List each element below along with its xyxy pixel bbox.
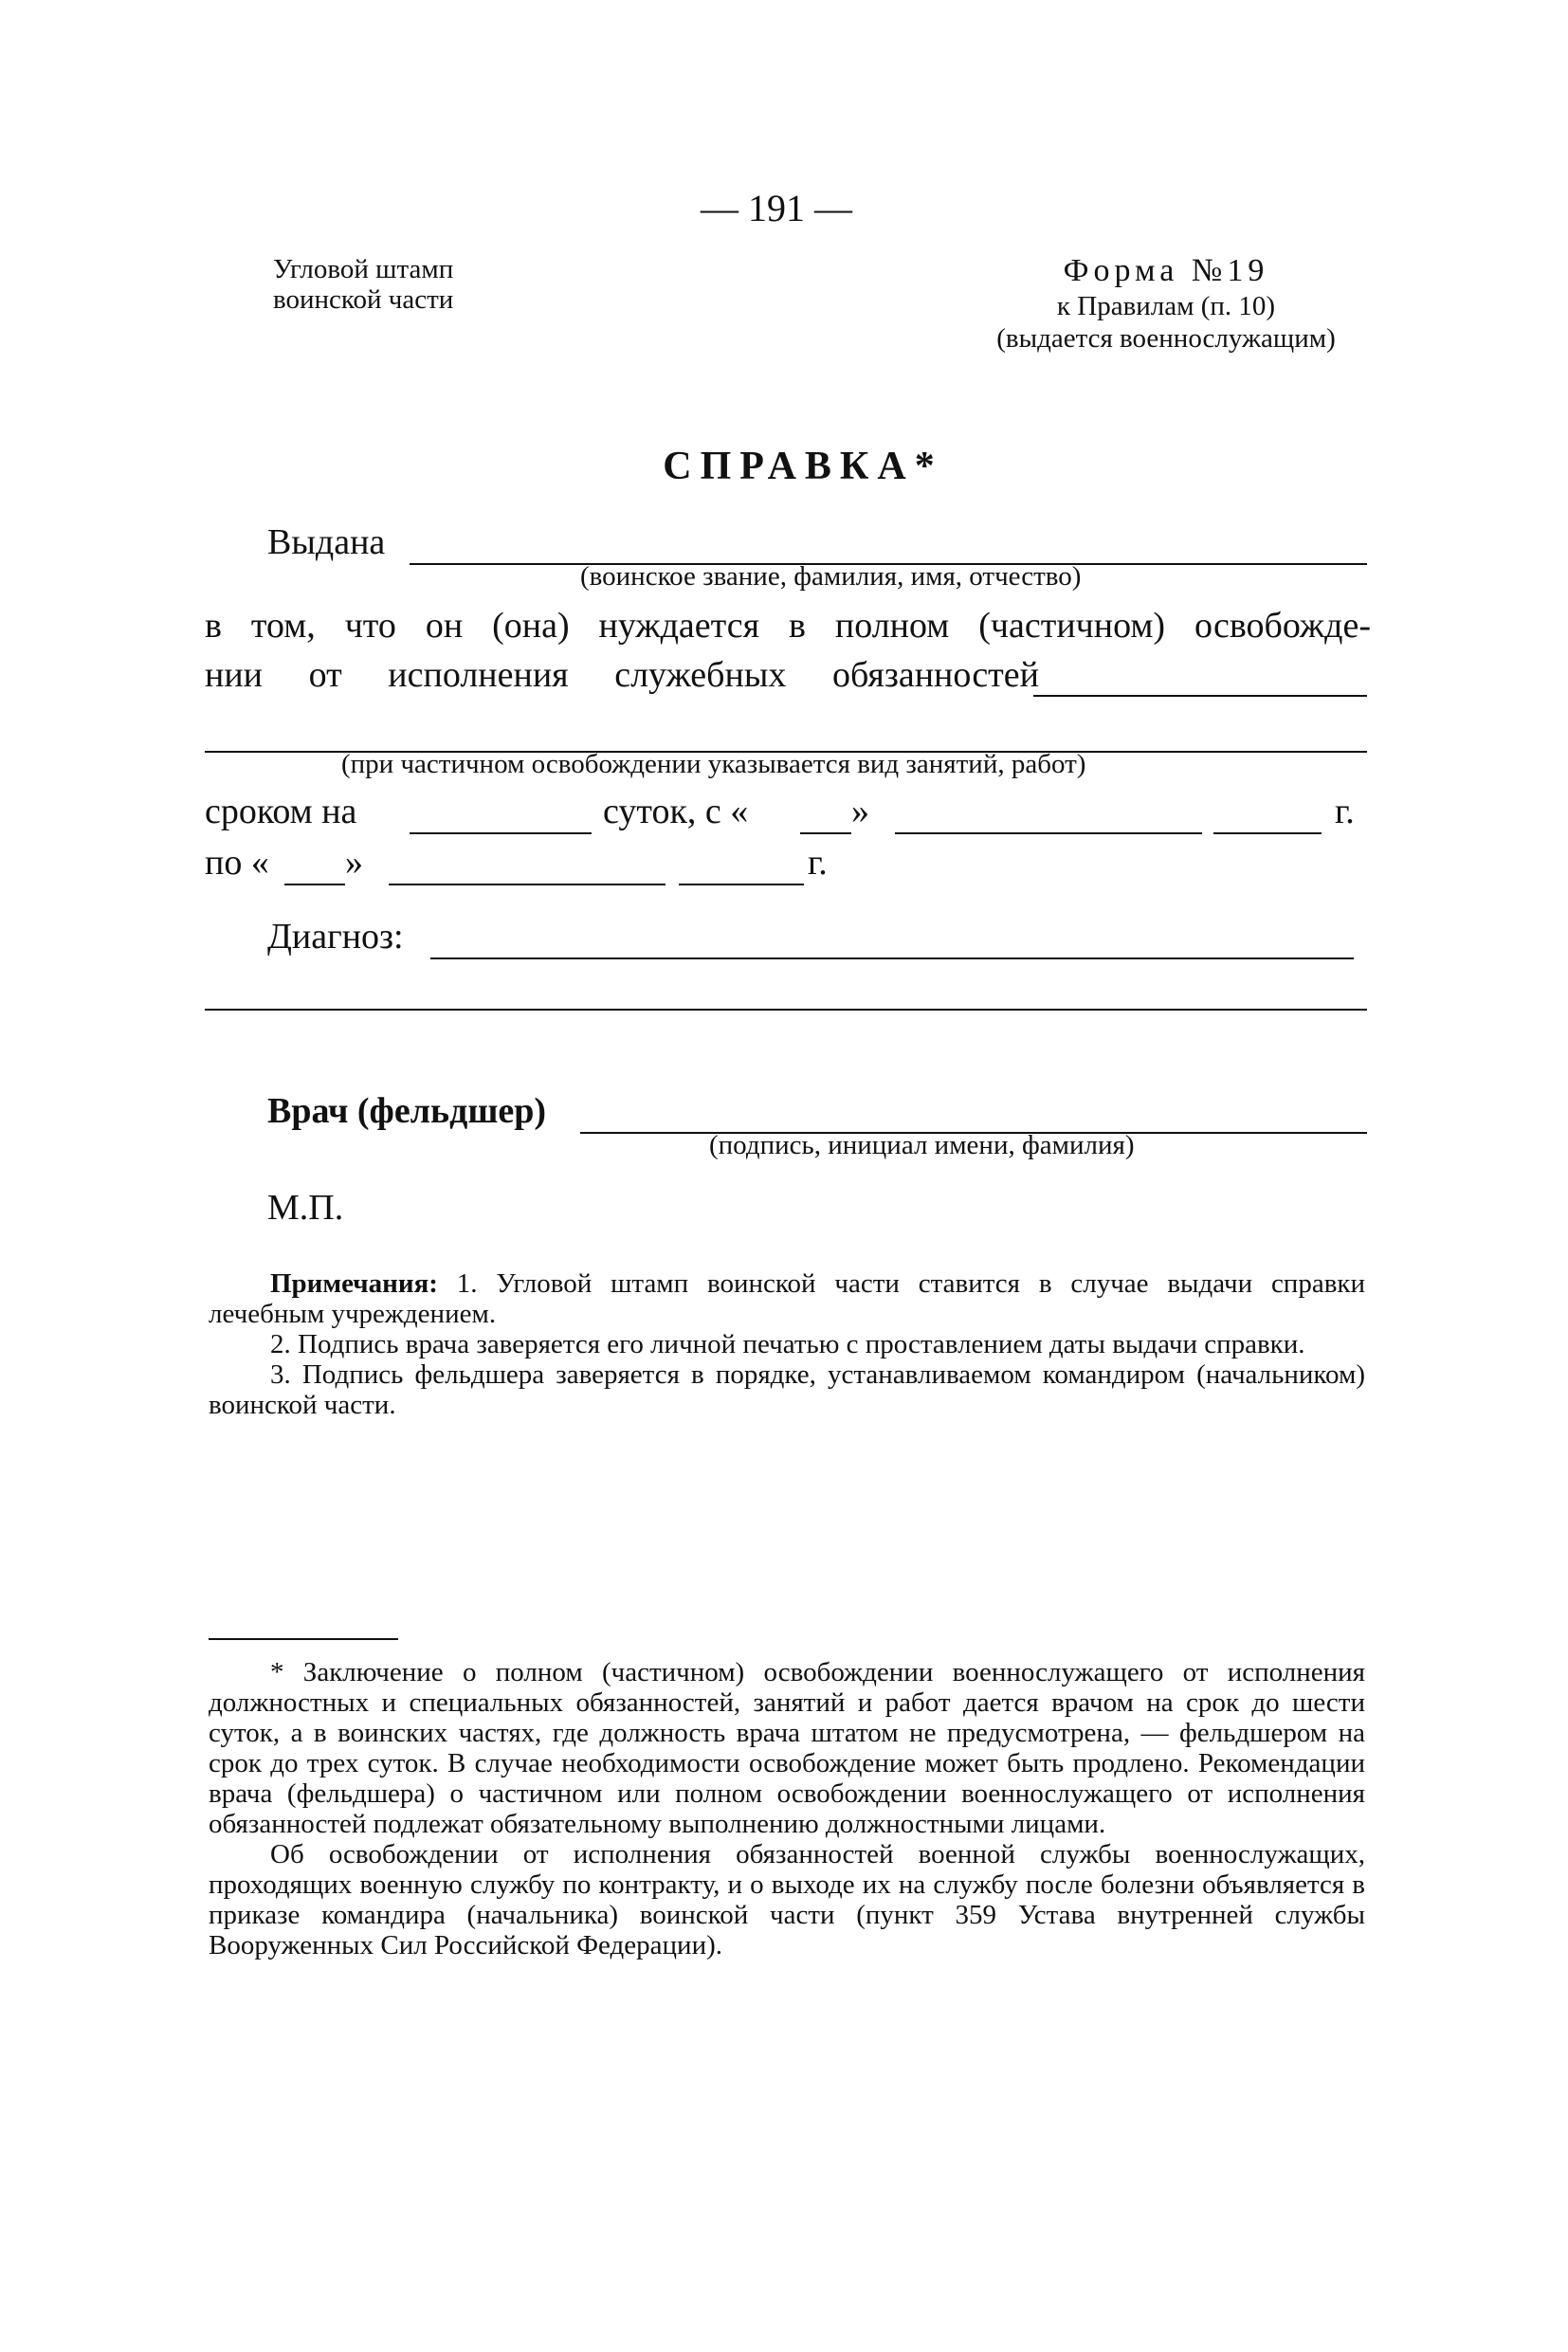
from-day-close: » (851, 792, 869, 831)
diagnosis-label: Диагноз: (267, 917, 404, 957)
page-number: — 191 — (701, 187, 852, 229)
form-header (948, 252, 1384, 355)
from-day-field[interactable] (800, 832, 851, 834)
need-caption: (при частичном освобождении указывается вид занятий, работ) (341, 749, 1086, 779)
footnote-divider (209, 1638, 398, 1640)
from-month-field[interactable] (895, 832, 1202, 834)
to-year-field[interactable] (679, 884, 804, 885)
issued-caption: (воинское звание, фамилия, имя, отчество) (580, 561, 1082, 592)
note-2: 2. Подпись врача заверяется его личной печатью с проставлением даты выдачи справки. (270, 1329, 1305, 1359)
diagnosis-field-2[interactable] (205, 1009, 1367, 1011)
stamp-line-1: Угловой штамп (273, 254, 454, 284)
form-rule: к Правилам (п. 10) (1056, 291, 1276, 321)
footnote-block (209, 1657, 1365, 1960)
period-days-field[interactable] (410, 832, 592, 834)
notes-block (209, 1268, 1365, 1420)
form-issued-to: (выдается военнослужащим) (996, 323, 1336, 354)
issued-label: Выдана (267, 522, 386, 562)
stamp-line-2: воинской части (273, 284, 454, 315)
doctor-label: Врач (фельдшер) (267, 1091, 547, 1131)
from-year-label: г. (1335, 792, 1355, 831)
to-day-field[interactable] (284, 884, 345, 885)
to-month-field[interactable] (389, 884, 665, 885)
period-days-label: суток, с « (603, 792, 749, 831)
need-line-1: в том, что он (она) нуждается в полном (частичном) освобожде- (205, 606, 1371, 646)
to-year-label: г. (808, 843, 828, 883)
to-day-close: » (345, 843, 363, 883)
footnote-paragraph-1: * Заключение о полном (частичном) освобождении военнослужащего от исполнения должностных и специальных обязанностей, занятий и работ дается врачом на срок до шести суток, а в воинских частях, где должность врача штатом не предусмотрена, — фельдшером на срок до трех суток. В случае необходимости освобождение может быть продлено. Рекомендации врача (фельдшера) о частичном или полном освобождении военнослужащего от исполнения обязанностей подлежат обязательному выполнению должностными лицами. (209, 1657, 1365, 1839)
note-1-text: 1. Угловой штамп воинской части ставится в случае выдачи справки лечебным учреждением. (209, 1268, 1366, 1329)
note-3: 3. Подпись фельдшера заверяется в порядке, устанавливаемом командиром (начальником) воинской части. (209, 1359, 1365, 1420)
footnote-paragraph-2: Об освобождении от исполнения обязанностей военной службы военнослужащих, проходящих военную службу по контракту, и о выходе их на службу после болезни объявляется в приказе командира (начальника) воинской части (пункт 359 Устава внутренней службы Вооруженных Сил Российской Федерации). (209, 1839, 1365, 1960)
from-year-field[interactable] (1213, 832, 1322, 834)
diagnosis-field-1[interactable] (430, 957, 1354, 959)
note-1 (209, 1268, 1365, 1329)
need-field-1[interactable] (1033, 695, 1367, 697)
corner-stamp-label (273, 254, 453, 315)
seal-label: М.П. (267, 1188, 344, 1228)
to-open: по « (205, 843, 269, 883)
need-line-2: нии от исполнения служебных обязанностей (205, 655, 1039, 695)
document-title: СПРАВКА* (663, 445, 943, 488)
period-label: сроком на (205, 792, 357, 831)
notes-label: Примечания: (270, 1268, 438, 1299)
form-number: Форма №19 (1063, 253, 1269, 288)
doctor-caption: (подпись, инициал имени, фамилия) (709, 1130, 1135, 1160)
